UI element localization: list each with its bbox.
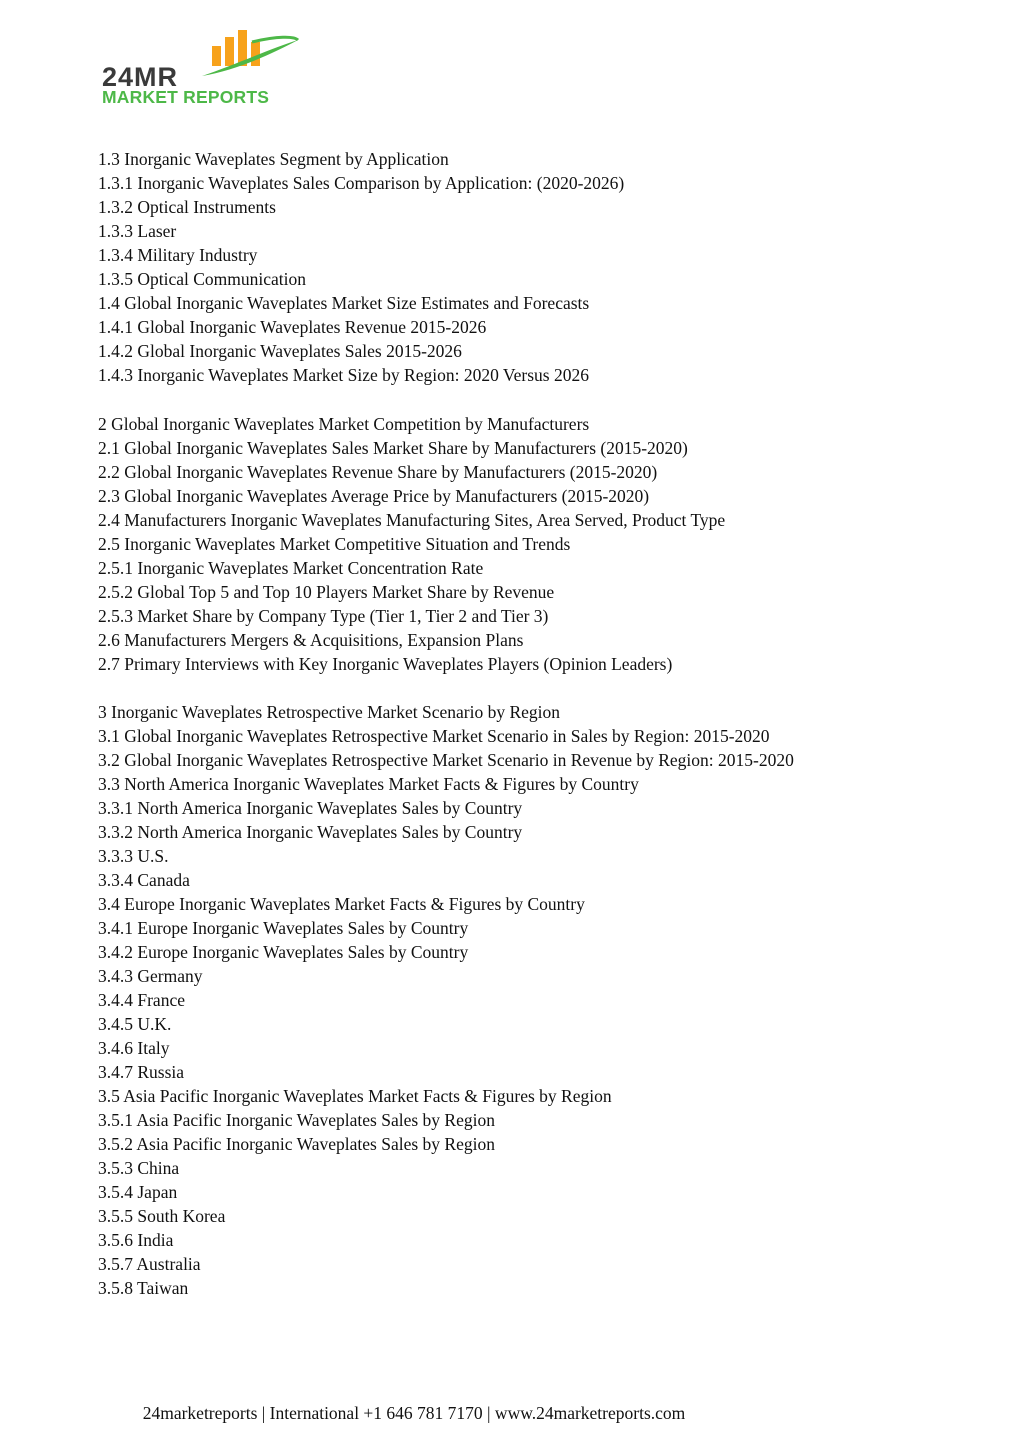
toc-entry: 3.5.4 Japan xyxy=(98,1182,178,1202)
toc-entry: 3.2 Global Inorganic Waveplates Retrospective Market Scenario in Revenue by Region: 2015-2020 xyxy=(98,750,794,770)
toc-entry: 1.4.1 Global Inorganic Waveplates Revenue 2015-2026 xyxy=(98,317,487,337)
toc-entry: 1.3.5 Optical Communication xyxy=(98,269,307,289)
toc-entry: 2.2 Global Inorganic Waveplates Revenue Share by Manufacturers (2015-2020) xyxy=(98,461,658,482)
toc-entry: 1.4 Global Inorganic Waveplates Market Size Estimates and Forecasts xyxy=(98,293,590,313)
toc-entry: 3.5.3 China xyxy=(98,1158,180,1178)
toc-entry: 3.5.1 Asia Pacific Inorganic Waveplates Sales by Region xyxy=(98,1110,495,1130)
toc-entry: 3.4.1 Europe Inorganic Waveplates Sales by Country xyxy=(98,918,469,938)
toc-entry: 3.4.2 Europe Inorganic Waveplates Sales by Country xyxy=(98,942,469,962)
toc-entry: 3.3.2 North America Inorganic Waveplates Sales by Country xyxy=(98,822,523,842)
toc-entry: 1.3.2 Optical Instruments xyxy=(98,197,276,217)
toc-entry: 3.3.4 Canada xyxy=(98,870,190,890)
toc-entry: 3.5.5 South Korea xyxy=(98,1206,226,1226)
toc-entry: 3.5.7 Australia xyxy=(98,1254,201,1274)
logo-text-market-reports: MARKET REPORTS xyxy=(102,87,270,107)
toc-entry: 3.3.3 U.S. xyxy=(98,846,169,866)
toc-entry: 2.5.1 Inorganic Waveplates Market Concentration Rate xyxy=(98,557,484,578)
toc-entry: 2.4 Manufacturers Inorganic Waveplates Manufacturing Sites, Area Served, Product Type xyxy=(98,509,726,530)
toc-entry: 2.3 Global Inorganic Waveplates Average Price by Manufacturers (2015-2020) xyxy=(98,485,650,506)
toc-entry: 3 Inorganic Waveplates Retrospective Market Scenario by Region xyxy=(98,702,561,722)
toc-entry: 3.5.8 Taiwan xyxy=(98,1278,189,1298)
table-of-contents xyxy=(98,147,978,1300)
toc-entry: 2.5.2 Global Top 5 and Top 10 Players Market Share by Revenue xyxy=(98,581,555,602)
logo-text-24mr: 24MR xyxy=(102,62,179,92)
toc-entry: 3.4.5 U.K. xyxy=(98,1014,172,1034)
toc-entry: 1.3.3 Laser xyxy=(98,221,177,241)
toc-entry: 3.4 Europe Inorganic Waveplates Market Facts & Figures by Country xyxy=(98,894,585,914)
section-spacer xyxy=(98,676,978,701)
toc-entry: 3.5 Asia Pacific Inorganic Waveplates Market Facts & Figures by Region xyxy=(98,1086,612,1106)
page-footer: 24marketreports | International +1 646 781 7170 | www.24marketreports.com xyxy=(142,1403,686,1423)
toc-entry: 1.4.3 Inorganic Waveplates Market Size by Region: 2020 Versus 2026 xyxy=(98,365,589,385)
toc-entry: 1.4.2 Global Inorganic Waveplates Sales 2015-2026 xyxy=(98,341,462,361)
toc-entry: 3.4.3 Germany xyxy=(98,966,203,986)
toc-entry: 3.3 North America Inorganic Waveplates Market Facts & Figures by Country xyxy=(98,774,639,794)
company-logo xyxy=(102,28,304,108)
toc-entry: 3.4.7 Russia xyxy=(98,1062,185,1082)
toc-entry: 2.5 Inorganic Waveplates Market Competitive Situation and Trends xyxy=(98,533,571,554)
toc-entry: 3.1 Global Inorganic Waveplates Retrospective Market Scenario in Sales by Region: 2015-2020 xyxy=(98,726,770,746)
toc-entry: 1.3.1 Inorganic Waveplates Sales Comparison by Application: (2020-2026) xyxy=(98,173,625,193)
toc-entry: 3.4.4 France xyxy=(98,990,185,1010)
toc-entry: 1.3 Inorganic Waveplates Segment by Application xyxy=(98,149,449,169)
toc-entry: 3.3.1 North America Inorganic Waveplates Sales by Country xyxy=(98,798,523,818)
toc-entry: 2.7 Primary Interviews with Key Inorganic Waveplates Players (Opinion Leaders) xyxy=(98,653,673,674)
toc-entry: 3.4.6 Italy xyxy=(98,1038,170,1058)
toc-entry: 2.1 Global Inorganic Waveplates Sales Market Share by Manufacturers (2015-2020) xyxy=(98,437,688,458)
toc-entry: 2.5.3 Market Share by Company Type (Tier 1, Tier 2 and Tier 3) xyxy=(98,605,549,626)
toc-entry: 3.5.2 Asia Pacific Inorganic Waveplates Sales by Region xyxy=(98,1134,495,1154)
section-spacer xyxy=(98,387,978,412)
toc-entry: 2 Global Inorganic Waveplates Market Competition by Manufacturers xyxy=(98,413,590,434)
toc-entry: 1.3.4 Military Industry xyxy=(98,245,258,265)
toc-entry: 3.5.6 India xyxy=(98,1230,174,1250)
toc-entry: 2.6 Manufacturers Mergers & Acquisitions, Expansion Plans xyxy=(98,629,524,650)
